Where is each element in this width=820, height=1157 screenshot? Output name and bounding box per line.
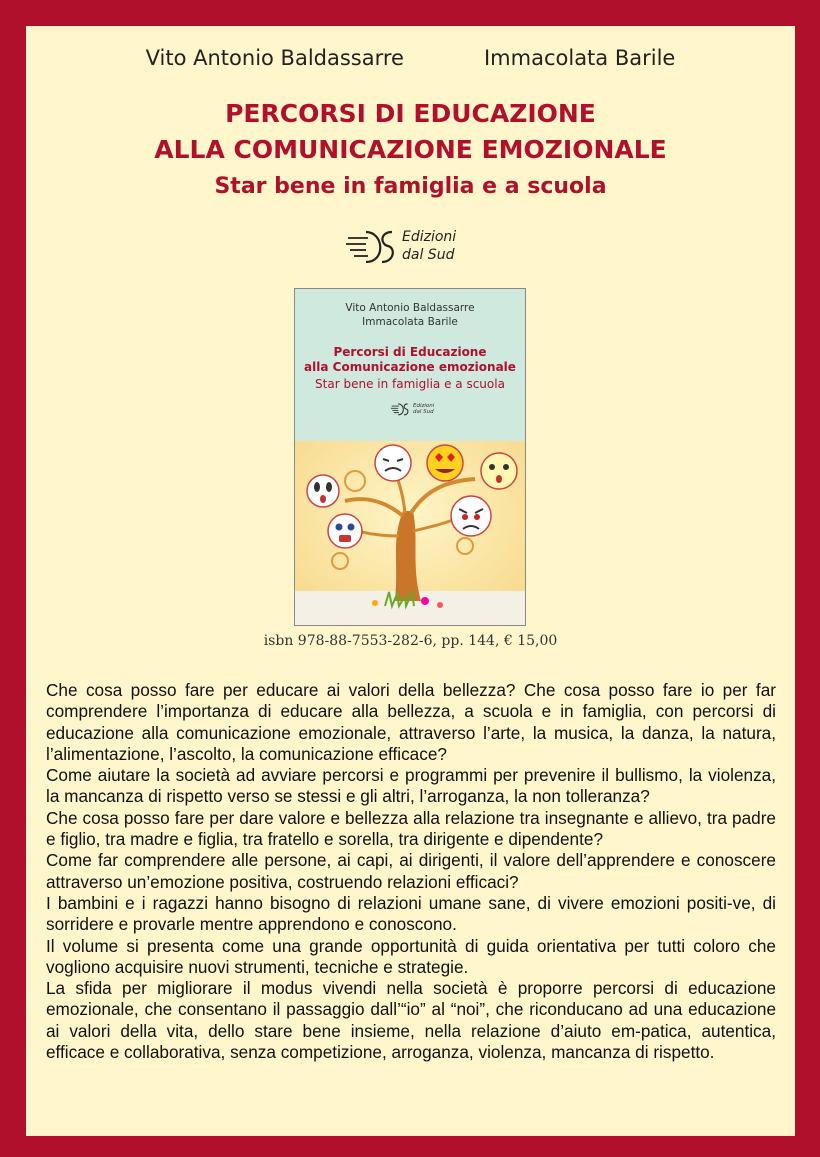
flyer-sheet [26,26,795,1136]
authors-row [26,46,795,70]
body-paragraph-5: I bambini e i ragazzi hanno bisogno di relazioni umane sane, di vivere emozioni positi-ve, di sorridere e provarle mentre apprendono e conoscono. [46,892,776,935]
cover-title-line-2: alla Comunicazione emozionale [304,360,516,374]
title-line-2: ALLA COMUNICAZIONE EMOZIONALE [154,135,667,164]
publisher-logo [344,224,456,268]
face-love-icon [427,445,463,481]
face-sad-icon [328,514,362,548]
emotion-tree-illustration [295,441,525,625]
body-paragraph-2: Come aiutare la società ad avviare percorsi e programmi per prevenire il bullismo, la violenza, la mancanza di rispetto verso se stessi e gli altri, l’arroganza, la non tolleranza? [46,765,776,807]
face-worried-icon [481,453,517,489]
body-paragraph-7: La sfida per migliorare il modus vivendi nella società è proporre percorsi di educazione emozionale, che consentano il passaggio dall’“io” al “noi”, che riconducano ad una educazione ai valori della vita, dello stare bene insieme, nella relazione d’aiuto em-patica, autentica, efficace e collaborativa, senza competizione, arroganza, violenza, mancanza di rispetto. [46,978,776,1063]
isbn-info: isbn 978-88-7553-282-6, pp. 144, € 15,00 [263,633,558,649]
description-text [46,680,776,1063]
body-paragraph-4: Come far comprendere alle persone, ai capi, ai dirigenti, il valore dell’apprendere e conoscere attraverso un’emozione positiva, costruendo relazioni efficaci? [46,850,776,892]
book-subtitle: Star bene in famiglia e a scuola [214,174,607,199]
cover-title [295,345,525,375]
publisher-line-2: dal Sud [402,247,455,263]
face-crying-icon [375,445,411,481]
book-title [26,96,795,168]
eds-logo-icon [344,224,398,268]
publisher-line-1: Edizioni [402,229,457,245]
face-angry-icon [451,496,491,536]
face-shock-icon [307,475,339,507]
cover-eds-logo-icon [389,401,411,417]
cover-pub-line-2: dal Sud [413,409,434,415]
title-line-1: PERCORSI DI EDUCAZIONE [225,99,596,128]
cover-subtitle: Star bene in famiglia e a scuola [315,377,505,391]
cover-authors [295,301,525,329]
cover-pub-line-1: Edizioni [413,403,435,409]
publisher-name [402,228,456,264]
author-name-1: Vito Antonio Baldassarre [145,46,404,70]
cover-title-line-1: Percorsi di Educazione [333,345,487,359]
book-cover [294,288,526,626]
body-paragraph-3: Che cosa posso fare per dare valore e bellezza alla relazione tra insegnante e allievo, tra padre e figlio, tra madre e figlia, tra fratello e sorella, tra dirigente e dipendente? [46,807,776,850]
author-name-2: Immacolata Barile [483,46,676,70]
cover-author-1: Vito Antonio Baldassarre [345,302,475,314]
body-paragraph-6: Il volume si presenta come una grande opportunità di guida orientativa per tutti coloro che vogliono acquisire nuovi strumenti, tecniche e strategie. [46,935,776,977]
cover-publisher-logo [389,401,434,417]
body-paragraph-1: Che cosa posso fare per educare ai valori della bellezza? Che cosa posso fare io per far comprendere l’importanza di educare alla bellezza, a scuola e in famiglia, con percorsi di educazione alla comunicazione emozionale, attraverso l’arte, la musica, la danza, la natura, l’alimentazione, l’ascolto, la comunicazione efficace? [46,680,776,764]
cover-author-2: Immacolata Barile [362,316,458,328]
